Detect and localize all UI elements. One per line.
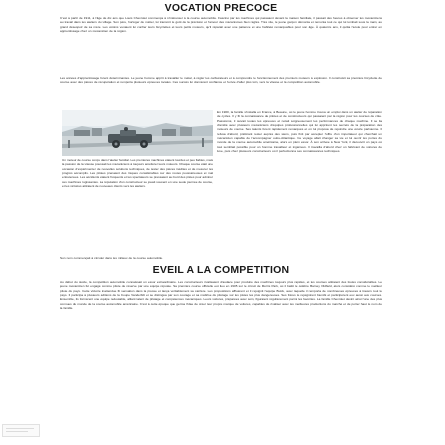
vintage-race-photo	[62, 110, 213, 156]
article-paragraph-4: Son nom commençait à circuler dans les milieux de la course automobile.	[60, 256, 163, 260]
article-paragraph-2: Les années d'apprentissage furent déterminantes. Le jeune homme apprit à travailler le métal, à régler les carburateurs et à comprendre le fonctionnement des premiers moteurs à explosion. Il construisit sa première bicyclette de course avec des pièces de récupération et remporta plusieurs épreuves locales. Ces succès lui donnèrent confiance et l'envie d'aller plus loin, vers la vitesse et la compétition automobile.	[60, 76, 382, 85]
article-paragraph-5: Au début du siècle, la compétition automobile connaissait un essor extraordinaire. Les constructeurs rivalisaient d'audace pour produire des machines toujours plus rapides, et les courses attiraient des foules considérables. Le jeune mécanicien fut engagé comme pilote de réserve par une équipe réputée. Sa première course officielle eut lieu en 1905 sur le circuit de Morris Park, où il battit le célèbre Barney Oldfield, alors considéré comme le meilleur pilote du pays. Cette victoire inattendue fit sensation dans la presse et lança véritablement sa carrière. Les propositions affluèrent et il rejoignit l'équipe Buick, avec laquelle il remporta de nombreuses épreuves à travers tout le pays. Il participa à plusieurs éditions de la Coupe Vanderbilt et se distingua par son courage et sa maîtrise du pilotage sur les pistes les plus dangereuses. Ses frères le rejoignirent bientôt et participèrent eux aussi aux courses. Ensemble, ils formèrent une équipe redoutable, alliant talent de pilotage et compétences mécaniques. Leurs voitures, préparées avec soin, figuraient régulièrement parmi les favorites. La famille Chevrolet devint ainsi l'une des plus connues du monde de la course automobile américaine. C'est à cette époque que germa l'idée de créer leur propre marque de voitures, capables de rivaliser avec les meilleures productions du marché et de porter haut le nom de la famille.	[60, 280, 382, 311]
stamp-line	[6, 428, 34, 429]
page-stamp	[2, 424, 40, 437]
race-photo-illustration	[62, 110, 213, 156]
article-paragraph-1: C'est à partir de 1911, à l'âge de dix ans que Louis Chevrolet commença à s'intéresser à la course automobile. Fasciné par les machines qui passaient devant la maison familiale, il passait des heures à observer les mécaniciens au travail dans les ateliers du village. Son père, horloger de métier, lui transmit le goût de la précision et l'amour des mécanismes bien réglés. Très vite, le jeune garçon démonta et remonta tout ce qui lui tombait sous la main, au grand désespoir de sa mère. Les voisins venaient lui confier leurs bicyclettes et leurs petits moteurs, qu'il réparait avec une patience et une habileté remarquables pour son âge. À quatorze ans, il quitta l'école pour entrer en apprentissage chez un mécanicien de la région.	[60, 16, 382, 34]
article-paragraph-3: En 1900, la famille s'installa en France, à Beaune, où le jeune homme trouva un emploi dans un atelier de réparation de cycles. Il y fit la connaissance de pilotes et de constructeurs qui passaient par la région pour les courses de côte. Passionné, il suivait toutes les épreuves et notait soigneusement les performances de chaque machine. Il se lia d'amitié avec plusieurs mécaniciens d'équipes professionnelles qui lui apprirent les secrets de la préparation des moteurs de course. Ses talents furent rapidement remarqués et on lui proposa de rejoindre une écurie parisienne. Il refusa d'abord, préférant rester auprès des siens, puis finit par accepter l'offre d'un importateur qui cherchait un mécanicien capable de l'accompagner outre-Atlantique. Ce voyage allait changer sa vie et lui ouvrir les portes du monde de la course automobile américaine, alors en plein essor. À son arrivée à New York, il découvrit un pays où tout semblait possible pour un homme travailleur et ingénieux. Il travailla d'abord chez un fabricant de voitures de luxe, puis chez plusieurs constructeurs où il perfectionna ses connaissances techniques.	[217, 110, 382, 154]
section-heading-competition: EVEIL A LA COMPETITION	[152, 264, 290, 276]
stamp-line	[6, 431, 28, 432]
section-heading-vocation: VOCATION PRECOCE	[164, 2, 278, 14]
article-column	[60, 0, 382, 404]
photo-side-text: Un moteur de course conçu dans l'atelier familial. Les premières machines étaient lourdes et peu fiables, mais la passion de la vitesse poussait les mécaniciens à toujours améliorer leurs moteurs. Chaque course était une occasion d'expérimenter de nouvelles solutions techniques, de tester des pièces inédites et de mesurer les progrès accomplis. Les pilotes prenaient des risques considérables sur des routes poussiéreuses et mal entretenues. Les accidents étaient fréquents et les spectateurs se pressaient au bord des pistes pour admirer ces machines rugissantes. La réputation d'un constructeur se jouait souvent en une seule journée de course, et les victoires attiraient de nouveaux clients vers les ateliers.	[62, 158, 213, 189]
